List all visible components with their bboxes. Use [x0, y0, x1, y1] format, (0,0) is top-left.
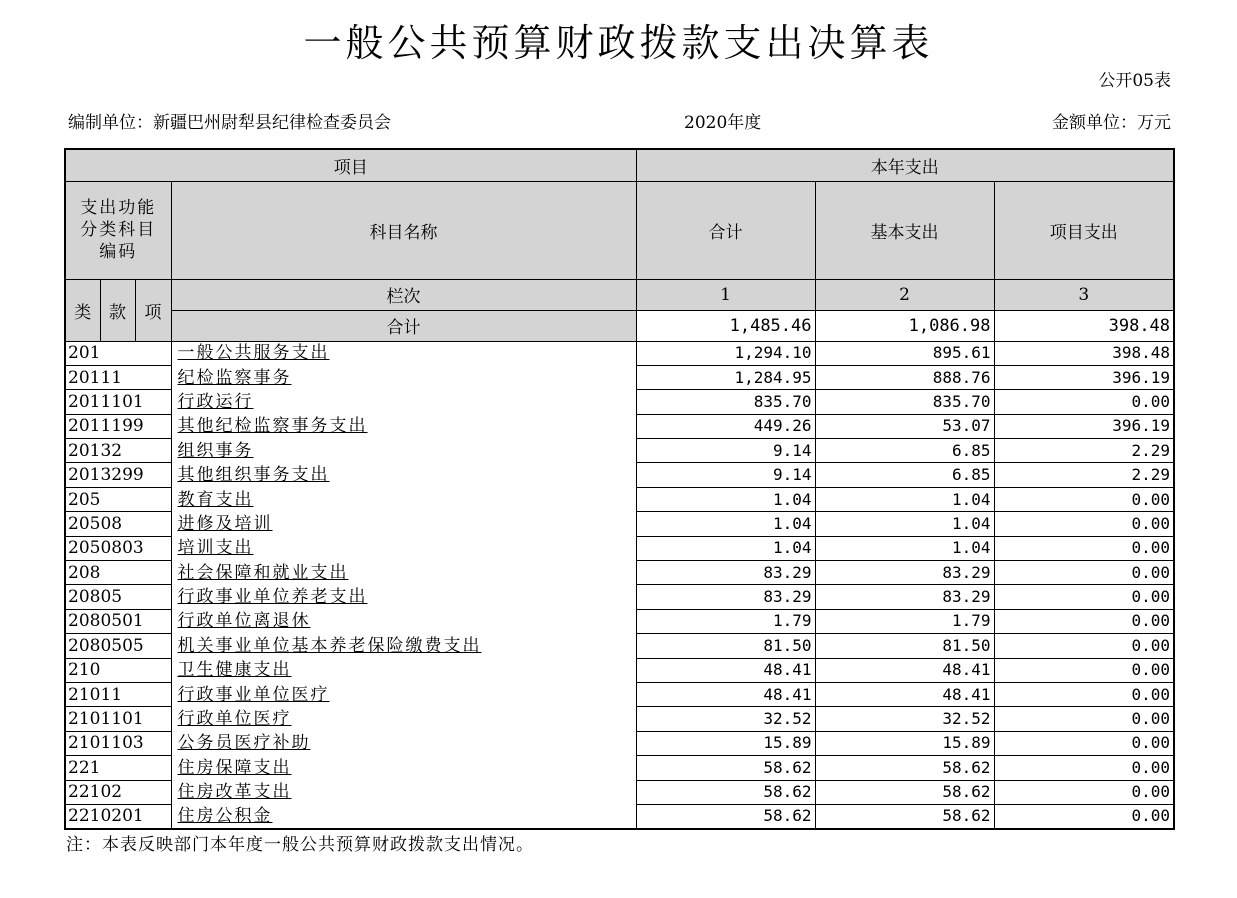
row-name: 其他纪检监察事务支出 [171, 414, 636, 438]
row-basic: 1.79 [815, 609, 994, 633]
sum-project: 398.48 [994, 310, 1174, 341]
row-basic: 83.29 [815, 585, 994, 609]
table-row [65, 341, 1174, 365]
row-total: 15.89 [636, 731, 815, 755]
row-basic: 888.76 [815, 365, 994, 389]
row-name: 教育支出 [171, 487, 636, 511]
table-row [65, 780, 1174, 804]
row-code: 20132 [65, 439, 171, 463]
row-name: 行政单位离退休 [171, 609, 636, 633]
row-name: 住房改革支出 [171, 780, 636, 804]
table-row [65, 512, 1174, 536]
row-basic: 48.41 [815, 658, 994, 682]
table-row [65, 682, 1174, 706]
header-lei: 类 [65, 279, 100, 341]
row-code: 2050803 [65, 536, 171, 560]
header-col-2: 2 [815, 279, 994, 310]
row-total: 449.26 [636, 414, 815, 438]
header-current-year: 本年支出 [636, 149, 1174, 181]
row-basic: 58.62 [815, 804, 994, 828]
row-name: 机关事业单位基本养老保险缴费支出 [171, 634, 636, 658]
row-project: 0.00 [994, 536, 1174, 560]
row-name: 住房保障支出 [171, 756, 636, 780]
header-item: 项目 [65, 149, 636, 181]
row-project: 0.00 [994, 780, 1174, 804]
row-total: 1,284.95 [636, 365, 815, 389]
row-total: 48.41 [636, 658, 815, 682]
row-code: 21011 [65, 682, 171, 706]
row-project: 0.00 [994, 512, 1174, 536]
table-row [65, 707, 1174, 731]
compiling-unit: 编制单位：新疆巴州尉犁县纪律检查委员会 [68, 113, 391, 133]
header-func-code [65, 181, 171, 279]
row-project: 398.48 [994, 341, 1174, 365]
row-code: 210 [65, 658, 171, 682]
header-project: 项目支出 [994, 181, 1174, 279]
row-project: 0.00 [994, 634, 1174, 658]
table-row [65, 609, 1174, 633]
row-total: 9.14 [636, 463, 815, 487]
row-code: 20805 [65, 585, 171, 609]
row-total: 9.14 [636, 439, 815, 463]
row-code: 2080505 [65, 634, 171, 658]
row-code: 2080501 [65, 609, 171, 633]
row-basic: 83.29 [815, 561, 994, 585]
row-name: 社会保障和就业支出 [171, 561, 636, 585]
row-project: 0.00 [994, 487, 1174, 511]
row-total: 58.62 [636, 780, 815, 804]
table-row [65, 731, 1174, 755]
table-row [65, 756, 1174, 780]
row-code: 2101101 [65, 707, 171, 731]
table-row [65, 536, 1174, 560]
header-column-no: 栏次 [171, 279, 636, 310]
row-basic: 32.52 [815, 707, 994, 731]
row-code: 2011199 [65, 414, 171, 438]
table-row [65, 390, 1174, 414]
row-basic: 6.85 [815, 463, 994, 487]
row-name: 行政事业单位养老支出 [171, 585, 636, 609]
row-total: 1.04 [636, 512, 815, 536]
row-code: 205 [65, 487, 171, 511]
row-basic: 895.61 [815, 341, 994, 365]
row-code: 22102 [65, 780, 171, 804]
table-row [65, 365, 1174, 389]
row-code: 2210201 [65, 804, 171, 828]
row-project: 0.00 [994, 804, 1174, 828]
header-func-code-label: 支出功能分类科目编码 [80, 198, 157, 262]
row-project: 2.29 [994, 439, 1174, 463]
row-basic: 1.04 [815, 536, 994, 560]
row-name: 卫生健康支出 [171, 658, 636, 682]
table-row [65, 439, 1174, 463]
row-project: 0.00 [994, 756, 1174, 780]
row-basic: 15.89 [815, 731, 994, 755]
table-row [65, 463, 1174, 487]
row-name: 行政单位医疗 [171, 707, 636, 731]
row-code: 201 [65, 341, 171, 365]
table-row [65, 634, 1174, 658]
row-project: 396.19 [994, 365, 1174, 389]
row-code: 221 [65, 756, 171, 780]
row-code: 20111 [65, 365, 171, 389]
row-name: 公务员医疗补助 [171, 731, 636, 755]
row-basic: 58.62 [815, 780, 994, 804]
table-row [65, 585, 1174, 609]
row-project: 0.00 [994, 390, 1174, 414]
row-total: 83.29 [636, 561, 815, 585]
row-total: 48.41 [636, 682, 815, 706]
header-subject-name: 科目名称 [171, 181, 636, 279]
row-name: 其他组织事务支出 [171, 463, 636, 487]
row-basic: 81.50 [815, 634, 994, 658]
sum-basic: 1,086.98 [815, 310, 994, 341]
footnote: 注：本表反映部门本年度一般公共预算财政拨款支出情况。 [66, 835, 534, 855]
header-col-1: 1 [636, 279, 815, 310]
header-total: 合计 [636, 181, 815, 279]
row-project: 396.19 [994, 414, 1174, 438]
row-total: 32.52 [636, 707, 815, 731]
row-name: 住房公积金 [171, 804, 636, 828]
row-name: 组织事务 [171, 439, 636, 463]
table-row [65, 414, 1174, 438]
row-total: 1.04 [636, 536, 815, 560]
header-xiang: 项 [135, 279, 171, 341]
table-row [65, 561, 1174, 585]
row-basic: 1.04 [815, 512, 994, 536]
sum-total: 1,485.46 [636, 310, 815, 341]
row-basic: 53.07 [815, 414, 994, 438]
row-total: 58.62 [636, 756, 815, 780]
row-basic: 835.70 [815, 390, 994, 414]
row-total: 58.62 [636, 804, 815, 828]
row-project: 2.29 [994, 463, 1174, 487]
row-total: 1,294.10 [636, 341, 815, 365]
row-project: 0.00 [994, 682, 1174, 706]
row-code: 208 [65, 561, 171, 585]
row-code: 2013299 [65, 463, 171, 487]
table-row [65, 804, 1174, 828]
row-project: 0.00 [994, 658, 1174, 682]
row-basic: 6.85 [815, 439, 994, 463]
row-total: 1.04 [636, 487, 815, 511]
header-basic: 基本支出 [815, 181, 994, 279]
row-basic: 48.41 [815, 682, 994, 706]
row-name: 一般公共服务支出 [171, 341, 636, 365]
sum-label: 合计 [171, 310, 636, 341]
row-name: 进修及培训 [171, 512, 636, 536]
row-total: 81.50 [636, 634, 815, 658]
row-name: 行政运行 [171, 390, 636, 414]
expenditure-table [64, 148, 1175, 830]
fiscal-year: 2020年度 [684, 113, 762, 133]
row-project: 0.00 [994, 707, 1174, 731]
row-project: 0.00 [994, 731, 1174, 755]
row-project: 0.00 [994, 561, 1174, 585]
row-basic: 58.62 [815, 756, 994, 780]
amount-unit: 金额单位：万元 [1052, 113, 1171, 133]
row-code: 20508 [65, 512, 171, 536]
row-basic: 1.04 [815, 487, 994, 511]
row-project: 0.00 [994, 609, 1174, 633]
header-col-3: 3 [994, 279, 1174, 310]
row-total: 1.79 [636, 609, 815, 633]
row-code: 2101103 [65, 731, 171, 755]
row-code: 2011101 [65, 390, 171, 414]
row-name: 培训支出 [171, 536, 636, 560]
table-row [65, 487, 1174, 511]
row-name: 行政事业单位医疗 [171, 682, 636, 706]
table-row [65, 658, 1174, 682]
header-kuan: 款 [100, 279, 135, 341]
page-title: 一般公共预算财政拨款支出决算表 [303, 21, 934, 65]
row-total: 835.70 [636, 390, 815, 414]
form-number: 公开05表 [1098, 71, 1171, 91]
row-total: 83.29 [636, 585, 815, 609]
row-name: 纪检监察事务 [171, 365, 636, 389]
row-project: 0.00 [994, 585, 1174, 609]
